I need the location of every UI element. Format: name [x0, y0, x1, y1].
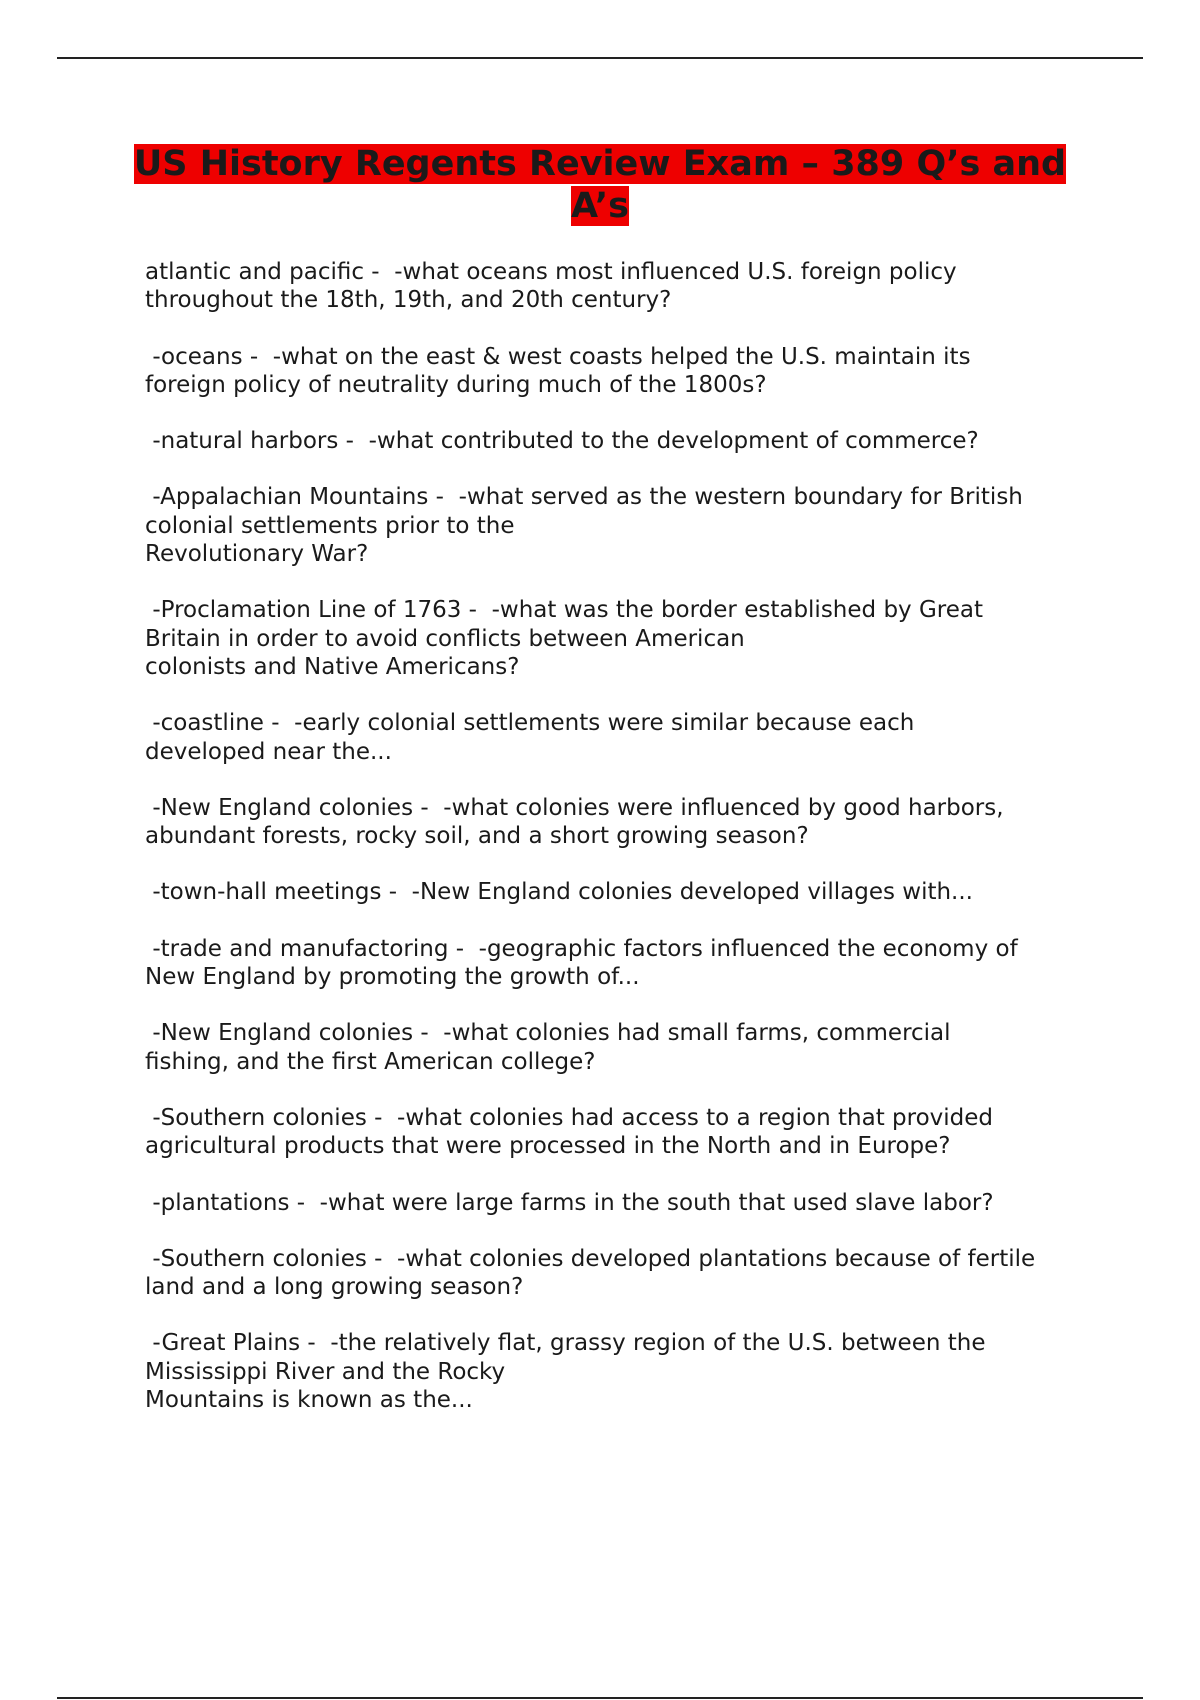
qa-entry: -New England colonies - -what colonies were influenced by good harbors, abundant forests, rocky soil, and a short growing season?	[145, 794, 1004, 850]
qa-entry: -coastline - -early colonial settlements were similar because each developed near the...	[145, 710, 915, 765]
document-title: US History Regents Review Exam – 389 Q’s and A’s	[133, 144, 1067, 226]
qa-list	[145, 258, 1085, 1442]
qa-entry: -plantations - -what were large farms in the south that used slave labor?	[145, 1189, 994, 1216]
qa-entry: -Southern colonies - -what colonies developed plantations because of fertile land and a long growing season?	[145, 1245, 1036, 1301]
qa-entry: -Proclamation Line of 1763 - -what was the border established by Great Britain in order to avoid conflicts between American colonists and Native Americans?	[145, 597, 983, 680]
qa-entry: -oceans - -what on the east & west coasts helped the U.S. maintain its foreign policy of neutrality during much of the 1800s?	[145, 343, 971, 398]
qa-entry: -New England colonies - -what colonies had small farms, commercial fishing, and the first American college?	[145, 1020, 951, 1075]
title-block	[100, 143, 1100, 227]
qa-entry: -natural harbors - -what contributed to the development of commerce?	[145, 428, 979, 455]
bottom-rule	[57, 1697, 1143, 1699]
qa-entry: atlantic and pacific - -what oceans most influenced U.S. foreign policy throughout the 18th, 19th, and 20th century?	[145, 259, 957, 314]
qa-entry: -Appalachian Mountains - -what served as the western boundary for British colonial settlements prior to the Revolutionary War?	[145, 484, 1023, 568]
qa-entry: -Southern colonies - -what colonies had access to a region that provided agricultural products that were processed in the North and in Europe?	[145, 1104, 994, 1160]
qa-entry: -Great Plains - -the relatively flat, grassy region of the U.S. between the Mississippi River and the Rocky Mountains is known as the...	[145, 1330, 986, 1414]
top-rule	[57, 57, 1143, 59]
qa-entry: -town-hall meetings - -New England colonies developed villages with...	[145, 879, 973, 906]
qa-entry: -trade and manufactoring - -geographic factors influenced the economy of New England by promoting the growth of...	[145, 935, 1018, 991]
